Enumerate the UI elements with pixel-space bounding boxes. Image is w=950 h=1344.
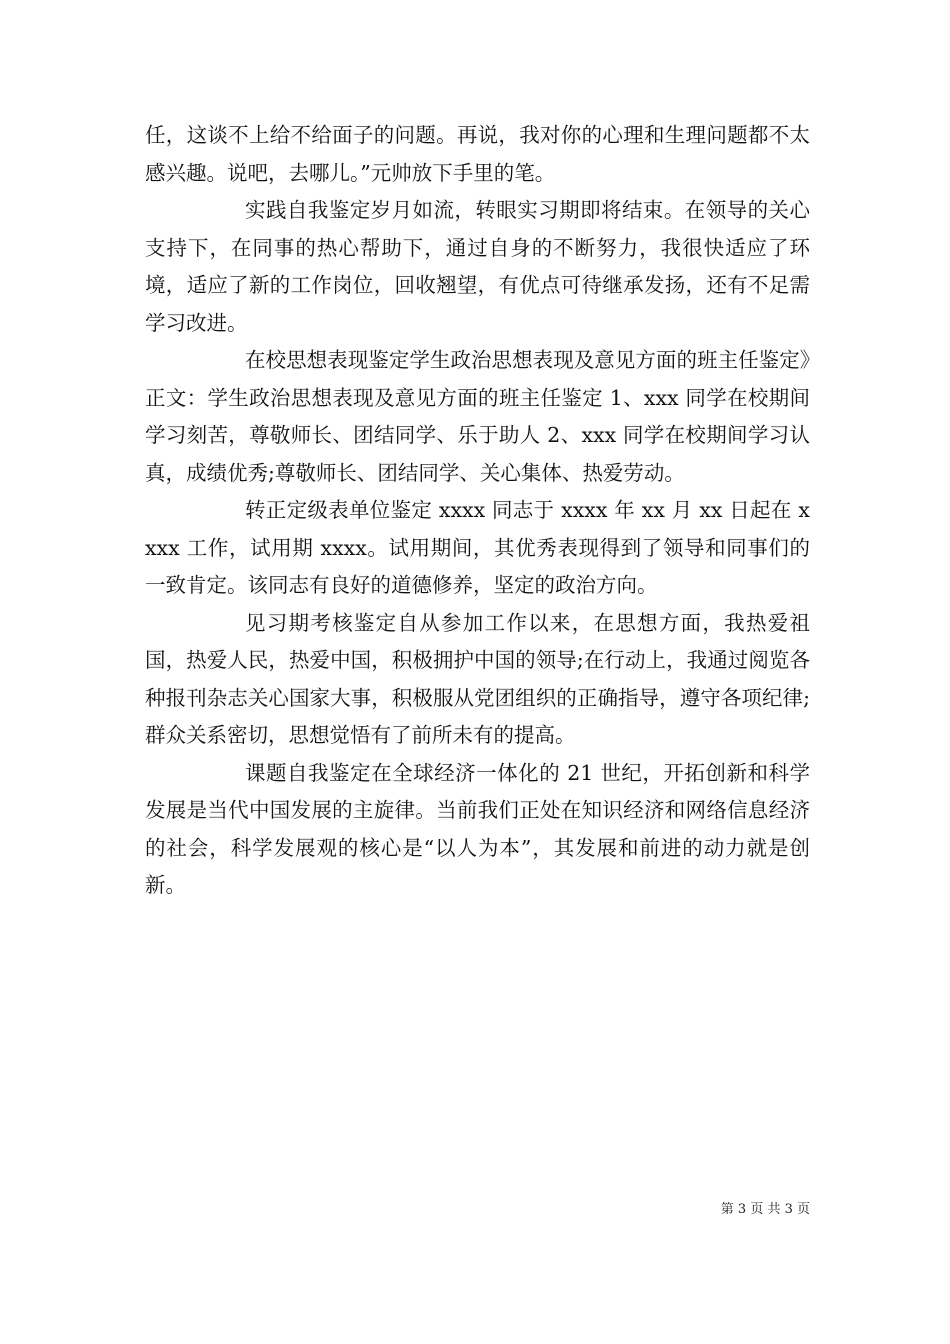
- document-body: [145, 117, 810, 905]
- page-number-footer: 第 3 页 共 3 页: [720, 1202, 810, 1217]
- paragraph-school-ideology-assessment: 在校思想表现鉴定学生政治思想表现及意见方面的班主任鉴定》正文：学生政治思想表现及意见方面的班主任鉴定 1、xxx 同学在校期间学习刻苦，尊敬师长、团结同学、乐于助人 2、xxx 同学在校期间学习认真，成绩优秀;尊敬师长、团结同学、关心集体、热爱劳动。: [145, 348, 810, 485]
- paragraph-project-self-assessment: 课题自我鉴定在全球经济一体化的 21 世纪，开拓创新和科学发展是当代中国发展的主旋律。当前我们正处在知识经济和网络信息经济的社会，科学发展观的核心是“以人为本”，其发展和前进的动力就是创新。: [145, 760, 810, 897]
- paragraph-continuation: 任，这谈不上给不给面子的问题。再说，我对你的心理和生理问题都不太感兴趣。说吧，去哪儿。”元帅放下手里的笔。: [145, 123, 810, 185]
- paragraph-regularization-assessment: 转正定级表单位鉴定 xxxx 同志于 xxxx 年 xx 月 xx 日起在 xxxx 工作，试用期 xxxx。试用期间，其优秀表现得到了领导和同事们的一致肯定。该同志有良好的道德修养，坚定的政治方向。: [145, 498, 810, 597]
- paragraph-practice-self-assessment: 实践自我鉴定岁月如流，转眼实习期即将结束。在领导的关心支持下，在同事的热心帮助下，通过自身的不断努力，我很快适应了环境，适应了新的工作岗位，回收翘望，有优点可待继承发扬，还有不足需学习改进。: [145, 198, 810, 335]
- paragraph-probation-assessment: 见习期考核鉴定自从参加工作以来，在思想方面，我热爱祖国，热爱人民，热爱中国，积极拥护中国的领导;在行动上，我通过阅览各种报刊杂志关心国家大事，积极服从党团组织的正确指导，遵守各项纪律;群众关系密切，思想觉悟有了前所未有的提高。: [145, 610, 810, 747]
